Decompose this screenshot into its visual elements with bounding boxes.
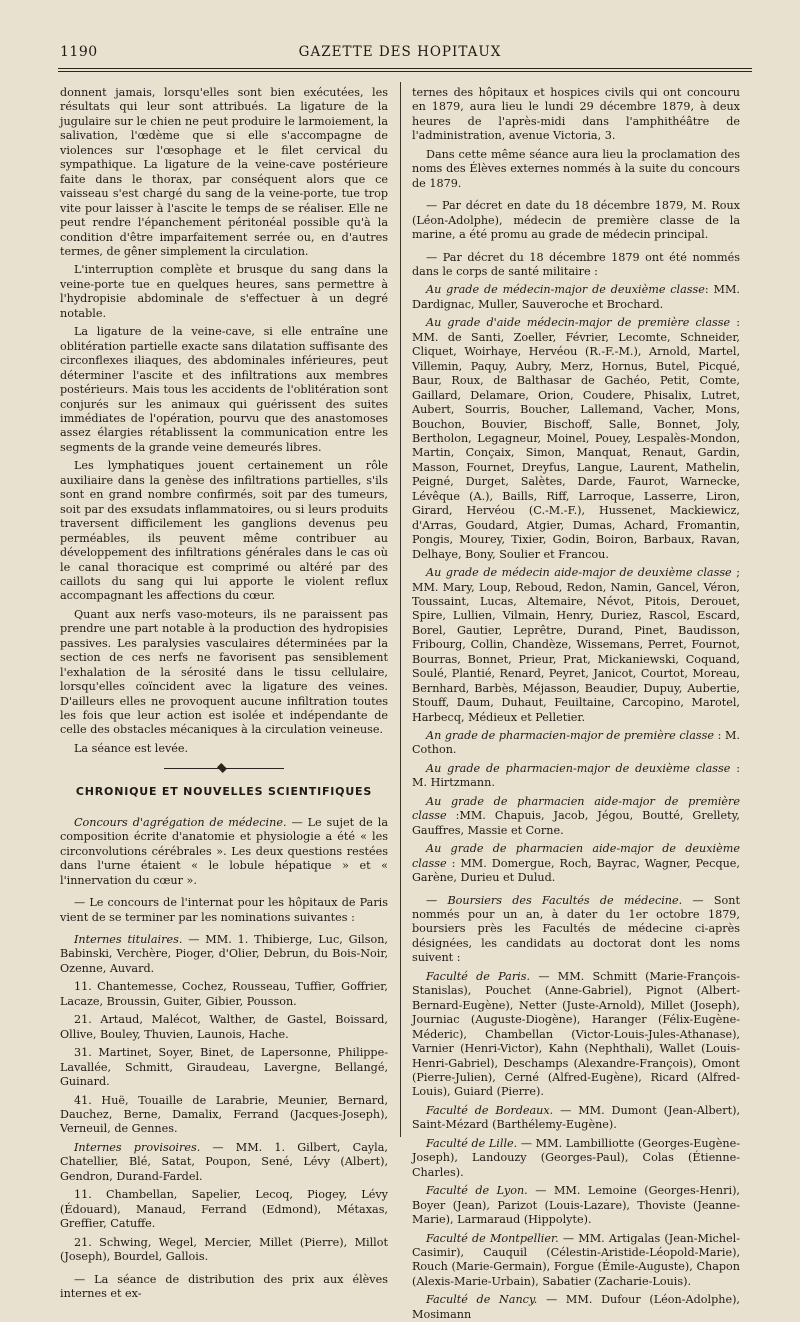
paragraph: L'interruption complète et brusque du sang dans la veine-porte tue en quelques heures, sans permettre à l'hydropisie abdominale de s'effectuer à un degré notable.	[60, 263, 388, 320]
grade-entry	[412, 566, 740, 725]
left-column	[60, 86, 388, 1300]
body-text: : MM. Dardignac, Muller, Sauveroche et Brochard.	[412, 283, 740, 311]
separator-ornament	[217, 763, 227, 773]
grade-entry	[412, 842, 740, 885]
body-text: — MM. Dumont (Jean-Albert), Saint-Mézard (Barthélemy-Eugène).	[412, 1103, 740, 1132]
body-text: — MM. 1. Gilbert, Cayla, Chatellier, Blé, Satat, Poupon, Sené, Lévy (Albert), Gendron, Durand-Fardel.	[60, 1140, 388, 1183]
lead-text: Au grade de pharmacien aide-major de première classe	[412, 794, 740, 823]
paragraph: donnent jamais, lorsqu'elles sont bien exécutées, les résultats qui leur sont attribués. La ligature de la jugulaire sur le chien ne peut produire le larmoiement, la salivation, l'œdème que si elle s'accompagne de violences sur l'œsophage et le filet cervical du sympathique. La ligature de la veine-cave postérieure faite dans le thorax, par conséquent alors que ce vaisseau s'est chargé du sang de la veine-porte, tue trop vite pour laisser à l'ascite le temps de se réaliser. Elle ne peut rendre l'épanchement péritonéal possible qu'à la condition d'être imparfaitement serrée ou, en d'autres termes, de gêner simplement la circulation.	[60, 86, 388, 258]
lead-text: Faculté de Paris.	[426, 969, 531, 983]
lead-text: Au grade de pharmacien aide-major de deuxième classe	[412, 842, 740, 870]
lead-text: — Boursiers des Facultés de médecine.	[426, 893, 683, 907]
grade-entry	[412, 762, 740, 791]
body-text: — Le sujet de la composition écrite d'anatomie et physiologie a été « les circonvolutions cérébrales ». Les deux questions restées dans l'urne étaient « le lobule hépatique » et « l'innervation du cœur ».	[60, 815, 388, 887]
page-header	[0, 0, 800, 72]
name-list: 21. Schwing, Wegel, Mercier, Millet (Pierre), Millot (Joseph), Bourdel, Gallois.	[60, 1235, 388, 1264]
lead-text: Au grade de médecin-major de deuxième classe	[426, 283, 705, 297]
lead-text: Faculté de Lille.	[426, 1136, 518, 1150]
paragraph-provisoires	[60, 1141, 388, 1184]
header-rule	[58, 68, 752, 72]
body-text: ; MM. Mary, Loup, Reboud, Redon, Namin, Gancel, Véron, Toussaint, Lucas, Altemaire, Névot, Pitois, Derouet, Spire, Lullien, Vilmain, Henry, Duriez, Rascol, Escard, Borel, Gautier, Leprêtre, Durand, Pinet, Baudisson, Fribourg, Collin, Chandèze, Wissemans, Perret, Fournot, Bourras, Bonnet, Prieur, Prat, Mickaniewski, Coquand, Soulé, Plantié, Renard, Peyret, Janicot, Courtot, Moreau, Bernhard, Barbès, Méjasson, Beaudier, Dupuy, Aubertie, Stouff, Daum, Duhaut, Feuiltaine, Carcopino, Marotel, Harbecq, Médieux et Pelletier.	[412, 566, 741, 724]
name-list: 11. Chantemesse, Cochez, Rousseau, Tuffier, Goffrier, Lacaze, Broussin, Guiter, Gibier, Pousson.	[60, 980, 388, 1008]
lead-text: Internes titulaires.	[74, 933, 183, 947]
lead-text: Concours d'agrégation de médecine.	[74, 815, 287, 829]
paragraph-concours	[60, 816, 388, 888]
paragraph: Dans cette même séance aura lieu la proclamation des noms des Élèves externes nommés à la suite du concours de 1879.	[412, 147, 740, 190]
faculty-entry	[412, 1184, 740, 1227]
paragraph: La ligature de la veine-cave, si elle entraîne une oblitération partielle exacte sans dilatation suffisante des circonflexes iliaques, des abdominales inférieures, peut déterminer l'ascite et des infiltrations aux membres postérieurs. Mais tous les accidents de l'oblitération sont conjurés sur les animaux qui guérissent des suites immédiates de l'opération, pourvu que des anastomoses assez élargies rétablissent la communication entre les segments de la grande veine demeurés libres.	[60, 325, 388, 454]
section-title: CHRONIQUE ET NOUVELLES SCIENTIFIQUES	[75, 785, 373, 799]
grade-entry	[412, 795, 740, 838]
paragraph-boursiers	[412, 894, 740, 966]
body-text: — Sont nommés pour un an, à dater du 1er octobre 1879, boursiers près les Facultés de médecine ci-après désignées, les candidats au doctorat dont les noms suivent :	[412, 893, 740, 965]
faculty-entry	[412, 970, 740, 1100]
lead-text: Au grade de pharmacien-major de deuxième classe	[426, 761, 731, 775]
lead-text: Faculté de Lyon.	[426, 1184, 528, 1198]
journal-title: GAZETTE DES HOPITAUX	[298, 44, 502, 60]
paragraph: La séance est levée.	[74, 741, 189, 755]
body-text: :MM. Chapuis, Jacob, Jégou, Boutté, Grellety, Gauffres, Massie et Corne.	[412, 809, 740, 837]
body-text: — MM. Dufour (Léon-Adolphe), Mosimann	[412, 1293, 740, 1321]
page-number: 1190	[60, 44, 98, 60]
column-divider	[400, 82, 401, 1137]
paragraph: ternes des hôpitaux et hospices civils qui ont concouru en 1879, aura lieu le lundi 29 décembre 1879, à deux heures de l'après-midi dans l'amphithéâtre de l'administration, avenue Victoria, 3.	[412, 86, 740, 143]
body-text: — MM. Schmitt (Marie-François-Stanislas), Pouchet (Anne-Gabriel), Pignot (Albert-Bernard-Eugène), Netter (Juste-Arnold), Millet (Joseph), Journiac (Auguste-Diogène), Haranger (Félix-Eugène-Méderic), Chambellan (Victor-Louis-Jules-Athanase), Varnier (Henri-Victor), Kahn (Nephthali), Wallet (Louis-Henri-Gabriel), Deschamps (Alexandre-François), Omont (Pierre-Julien), Cerné (Alfred-Eugène), Ricard (Alfred-Louis), Guiard (Pierre).	[412, 969, 740, 1099]
grade-entry	[412, 316, 740, 562]
body-text: — MM. 1. Thibierge, Luc, Gilson, Babinski, Verchère, Pioger, d'Olier, Debrun, du Bois-Noir, Ozenne, Auvard.	[60, 933, 388, 975]
paragraph: — La séance de distribution des prix aux élèves internes et ex-	[60, 1272, 388, 1300]
name-list: 31. Martinet, Soyer, Binet, de Lapersonne, Philippe-Lavallée, Schmitt, Giraudeau, Lavergne, Bellangé, Guinard.	[60, 1046, 388, 1089]
lead-text: Faculté de Nancy.	[426, 1293, 538, 1307]
paragraph: — Par décret du 18 décembre 1879 ont été nommés dans le corps de santé militaire :	[412, 250, 740, 278]
grade-entry	[412, 729, 740, 758]
paragraph: — Le concours de l'internat pour les hôpitaux de Paris vient de se terminer par les nominations suivantes :	[60, 896, 388, 924]
name-list: 41. Huë, Touaille de Larabrie, Meunier, Bernard, Dauchez, Berne, Damalix, Ferrand (Jacques-Joseph), Verneuil, de Gennes.	[60, 1093, 388, 1136]
lead-text: An grade de pharmacien-major de première classe	[426, 729, 714, 743]
paragraph: — Par décret en date du 18 décembre 1879, M. Roux (Léon-Adolphe), médecin de première classe de la marine, a été promu au grade de médecin principal.	[412, 199, 740, 242]
grade-entry	[412, 283, 740, 312]
body-text: : MM. de Santi, Zoeller, Février, Lecomte, Schneider, Cliquet, Woirhaye, Hervéou (R.-F.-M.), Arnold, Martel, Villemin, Paquy, Aubry, Merz, Hornus, Butel, Picqué, Baur, Roux, de Balthasar de Gachéo, Petit, Comte, Gaillard, Delamare, Orion, Coudere, Phisalix, Lutret, Aubert, Sourris, Boucher, Lallemand, Vacher, Mons, Bouchon, Bouvier, Bischoff, Salle, Bonnet, Joly, Bertholon, Legagneur, Moinel, Pouey, Lespalès-Mondon, Martin, Conçaix, Simon, Manquat, Renaut, Gardin, Masson, Fournet, Dreyfus, Langue, Laurent, Mathelin, Peigné, Durget, Salètes, Darde, Faurot, Warnecke, Lévêque (A.), Baills, Riff, Larroque, Lasserre, Liron, Girard, Hervéou (C.-M.-F.), Hussenet, Mackiewicz, d'Arras, Goudard, Atgier, Dumas, Achard, Fromantin, Pongis, Mourey, Tixier, Godin, Boiron, Barbaux, Ravan, Delhaye, Bony, Soulier et Francou.	[412, 316, 740, 561]
body-text: : MM. Domergue, Roch, Bayrac, Wagner, Pecque, Garène, Durieu et Dulud.	[412, 856, 740, 885]
faculty-entry	[412, 1104, 740, 1133]
lead-text: Au grade de médecin aide-major de deuxième classe	[426, 566, 732, 580]
name-list: 11. Chambellan, Sapelier, Lecoq, Piogey, Lévy (Édouard), Manaud, Ferrand (Edmond), Métaxas, Greffier, Catuffe.	[60, 1188, 388, 1231]
right-column	[412, 86, 741, 1321]
lead-text: Faculté de Bordeaux.	[426, 1103, 554, 1117]
lead-text: Faculté de Montpellier.	[426, 1231, 559, 1245]
body-text: — MM. Lemoine (Georges-Henri), Boyer (Jean), Parizot (Louis-Lazare), Thoviste (Jeanne-Marie), Larmaraud (Hippolyte).	[412, 1184, 740, 1227]
lead-text: Au grade d'aide médecin-major de première classe	[426, 316, 731, 330]
faculty-entry	[412, 1137, 740, 1180]
faculty-entry	[412, 1293, 740, 1322]
body-text: — MM. Artigalas (Jean-Michel-Casimir), Cauquil (Célestin-Aristide-Léopold-Marie), Rouch (Marie-Germain), Forgue (Émile-Auguste), Chapon (Alexis-Marie-Urbain), Sabatier (Zacharie-Louis).	[412, 1231, 740, 1288]
lead-text: Internes provisoires.	[74, 1140, 201, 1154]
paragraph: Quant aux nerfs vaso-moteurs, ils ne paraissent pas prendre une part notable à la production des hydropisies passives. Les paralysies vasculaires déterminées par la section de ces nerfs ne favorisent pas sensiblement l'exhalation de la sérosité dans le tissu cellulaire, lorsqu'elles coïncident avec la ligature des veines. D'ailleurs elles ne provoquent aucune infiltration toutes les fois que leur action est isolée et indépendante de celle des obstacles mécaniques à la circulation veineuse.	[60, 607, 388, 737]
section-separator	[164, 768, 284, 769]
name-list: 21. Artaud, Malécot, Walther, de Gastel, Boissard, Ollive, Bouley, Thuvien, Launois, Hache.	[60, 1013, 388, 1041]
body-text: — MM. Lambilliotte (Georges-Eugène-Joseph), Landouzy (Georges-Paul), Colas (Étienne-Charles).	[412, 1136, 740, 1179]
paragraph-titulaires	[60, 933, 388, 976]
paragraph: Les lymphatiques jouent certainement un rôle auxiliaire dans la genèse des infiltrations partielles, s'ils sont en grand nombre confirmés, soit par des tumeurs, soit par des exsudats inflammatoires, ou si leurs produits traversent difficilement les ganglions devenus peu perméables, ils peuvent même contribuer au développement des infiltrations générales dans le cas où le canal thoracique est comprimé ou altéré par des caillots du sang qui lui apporte le violent reflux accompagnant les affections du cœur.	[60, 459, 388, 603]
faculty-entry	[412, 1232, 740, 1290]
body-text: : M. Hirtzmann.	[412, 761, 741, 790]
body-text: : M. Cothon.	[412, 729, 740, 757]
